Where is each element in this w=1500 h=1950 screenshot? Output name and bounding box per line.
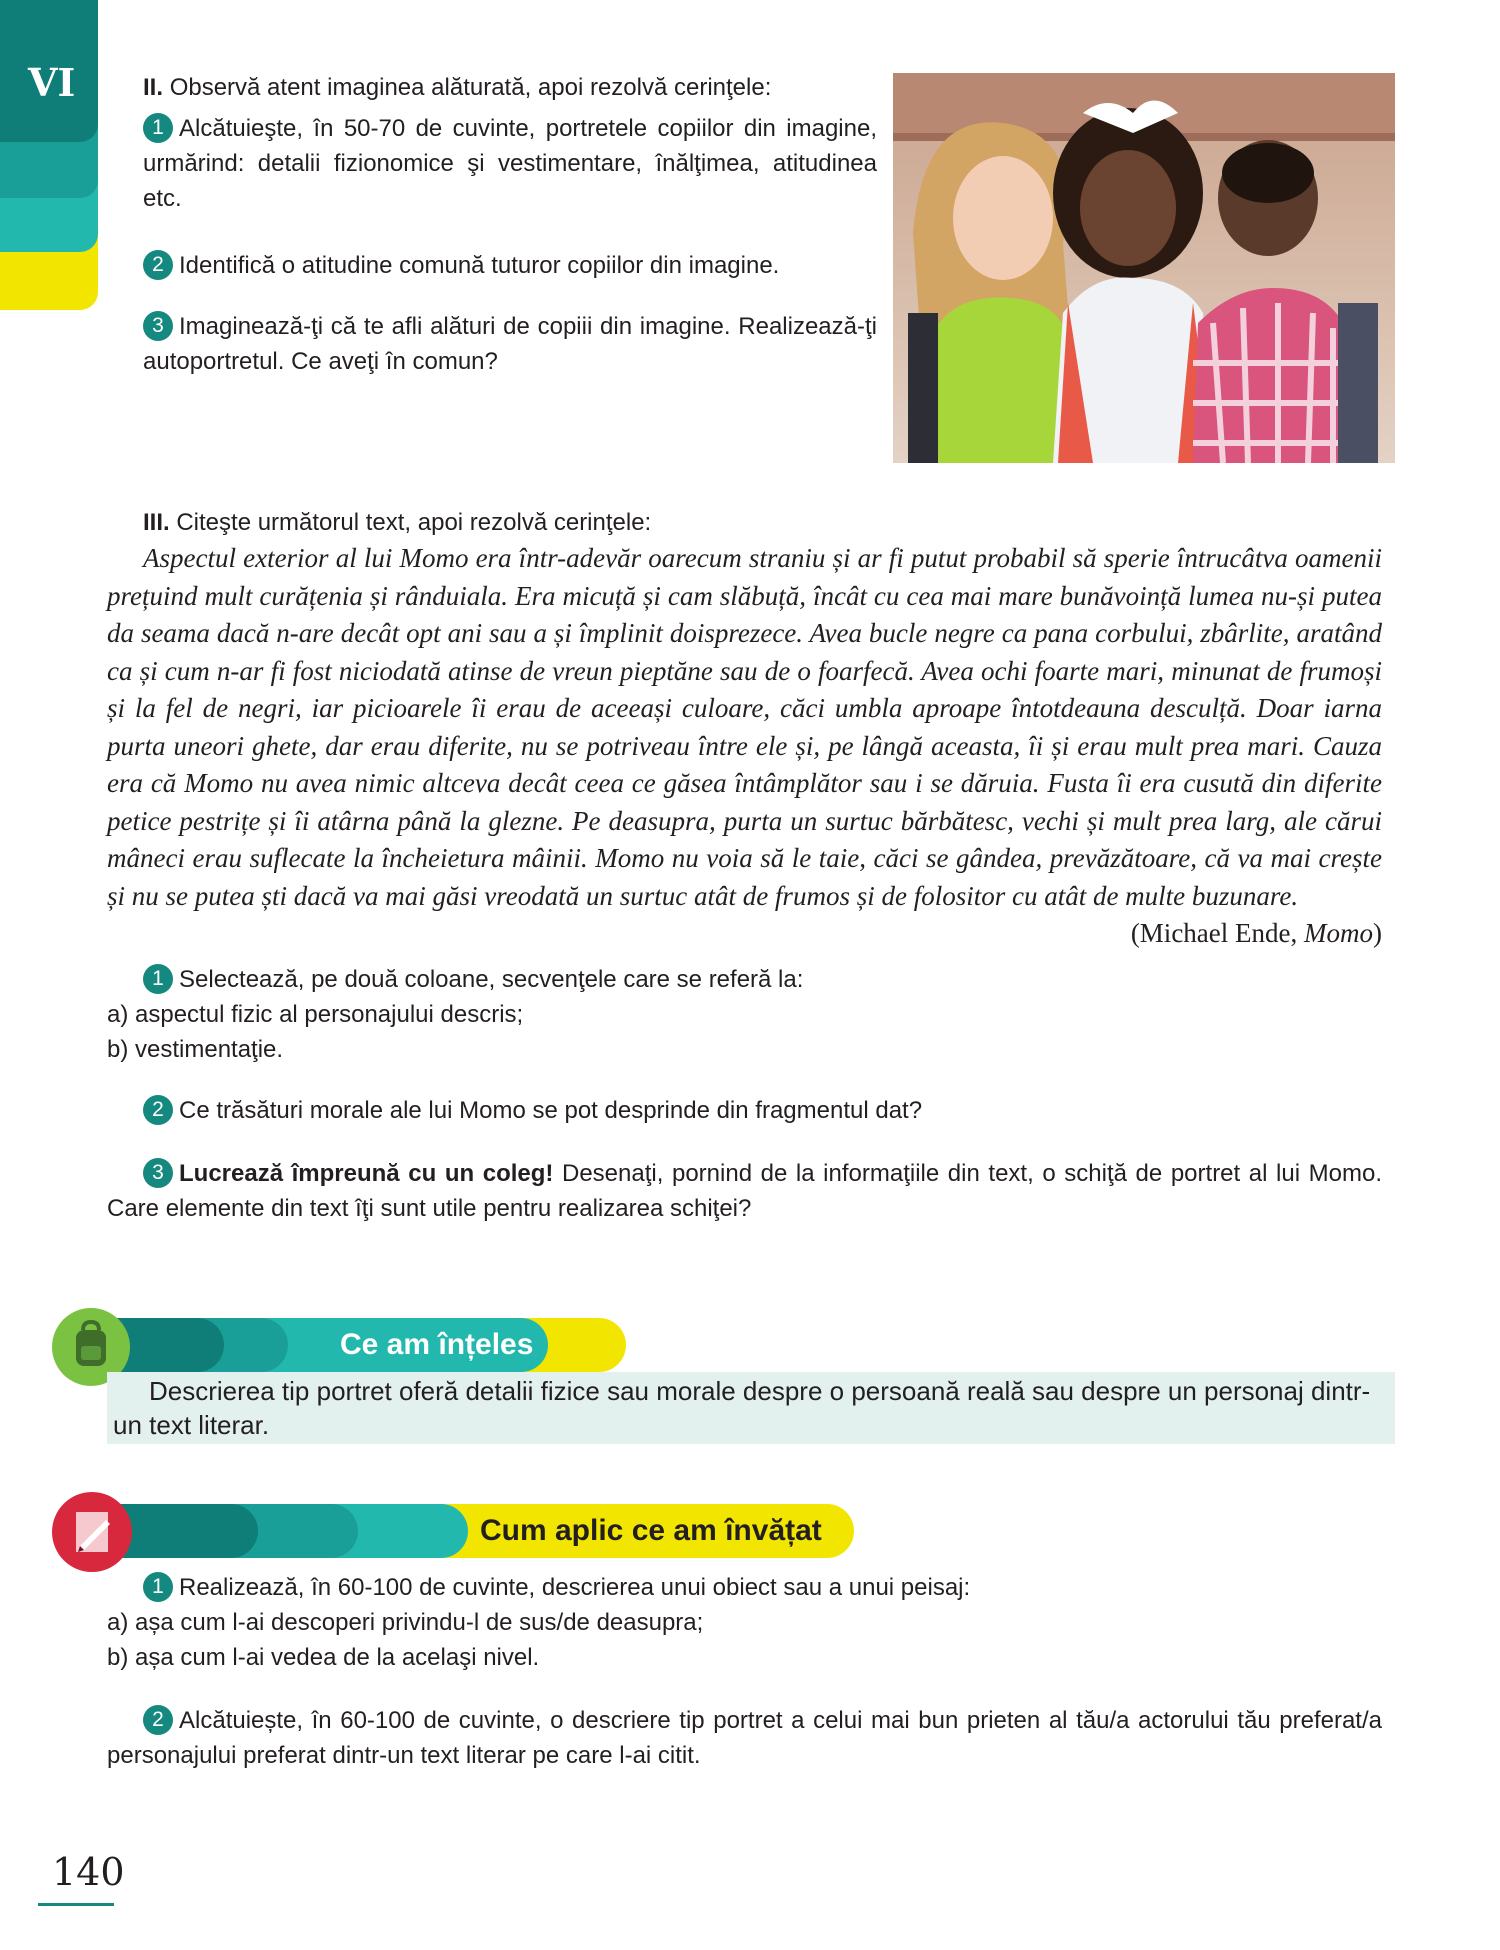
item-text: Ce trăsături morale ale lui Momo se pot desprinde din fragmentul dat? (179, 1097, 923, 1124)
chapter-tab (0, 0, 98, 310)
apply-title: Cum aplic ce am învățat (480, 1514, 822, 1547)
item-text: Realizează, în 60-100 de cuvinte, descrierea unui obiect sau a unui peisaj: (179, 1574, 971, 1601)
children-photo (893, 73, 1395, 463)
section-ii-item-1 (107, 111, 877, 216)
item-text: Identifică o atitudine comună tuturor copiilor din imagine. (179, 252, 780, 279)
apply-item-2 (107, 1703, 1382, 1773)
section-ii-number: II. (143, 74, 164, 101)
item-text: Imaginează-ţi că te afli alături de copiii din imagine. Realizează-ţi autoportretul. Ce aveţi în comun? (143, 313, 877, 375)
section-iii-heading-text: Citeşte următorul text, apoi rezolvă cerinţele: (176, 509, 652, 536)
section-ii-heading-text: Observă atent imaginea alăturată, apoi rezolvă cerinţele: (169, 74, 772, 101)
apply-item-1 (107, 1570, 1382, 1675)
page-number-underline (38, 1903, 114, 1906)
understood-title: Ce am înțeles (340, 1328, 534, 1361)
item-number-badge: 1 (143, 1572, 173, 1602)
item-number-badge: 2 (143, 1705, 173, 1735)
apply-section (107, 1570, 1382, 1773)
item-text: Alcătuiește, în 60-100 de cuvinte, o descriere tip portret a celui mai bun prieten al tău/a actorului tău preferat/a personajului preferat dintr-un text literar pe care l-ai citit. (107, 1707, 1382, 1769)
understood-banner (98, 1318, 628, 1372)
item-option-b: b) așa cum l-ai vedea de la acelaşi nivel. (107, 1644, 540, 1671)
item-option-a: a) așa cum l-ai descoperi privindu-l de sus/de deasupra; (107, 1609, 704, 1636)
section-iii-item-2 (107, 1093, 1382, 1128)
item-number-badge: 3 (143, 311, 173, 341)
item-option-b: b) vestimentaţie. (107, 1036, 284, 1063)
chapter-number: VI (28, 60, 76, 105)
item-number-badge: 3 (143, 1158, 173, 1188)
section-iii-item-1 (107, 962, 1382, 1067)
section-iii-number: III. (143, 509, 170, 536)
page-number: 140 (52, 1850, 125, 1894)
children-photo-illustration (893, 73, 1395, 463)
section-iii-item-3 (107, 1156, 1382, 1226)
understood-summary (107, 1372, 1395, 1444)
item-number-badge: 1 (143, 964, 173, 994)
section-ii (107, 70, 877, 379)
understood-text: Descrierea tip portret oferă detalii fizice sau morale despre o persoană reală sau despre un personaj dintr-un text literar. (113, 1376, 1371, 1440)
section-iii-heading (107, 505, 1382, 540)
citation-title: Momo (1304, 918, 1373, 948)
item-number-badge: 1 (143, 113, 173, 143)
item-option-a: a) aspectul fizic al personajului descris; (107, 1001, 524, 1028)
citation-close: ) (1373, 918, 1382, 948)
section-ii-item-3 (107, 309, 877, 379)
item-text: Desenaţi, pornind de la informaţiile din text, o schiţă de portret al lui Momo. Care elemente din text îţi sunt utile pentru realizarea schiţei? (107, 1160, 1382, 1222)
apply-banner (98, 1504, 858, 1558)
item-text: Alcătuieşte, în 50-70 de cuvinte, portretele copiilor din imagine, urmărind: detalii fizionomice şi vestimentare, înălţimea, atitudinea etc. (143, 115, 877, 212)
excerpt-citation (107, 915, 1382, 952)
item-text: Selectează, pe două coloane, secvenţele care se referă la: (179, 966, 804, 993)
section-ii-item-2 (107, 248, 877, 283)
section-ii-heading (107, 70, 877, 105)
item-number-badge: 2 (143, 250, 173, 280)
section-iii (107, 505, 1382, 1226)
momo-excerpt: Aspectul exterior al lui Momo era într-adevăr oarecum straniu și ar fi putut probabil să sperie întrucâtva oamenii prețuind mult curățenia și rânduiala. Era micuță și cam slăbuță, încât cu cea mai mare bunăvoință lumea nu-și putea da seama dacă n-are decât opt ani sau a și împlinit doisprezece. Avea bucle negre ca pana corbului, zbârlite, aratând ca și cum n-ar fi fost niciodată atinse de vreun pieptăne sau de o foarfecă. Avea ochi foarte mari, minunat de frumoși și la fel de negri, iar picioarele îi erau de aceeași culoare, căci umbla aproape întotdeauna desculță. Doar iarna purta uneori ghete, dar erau diferite, nu se potriveau între ele și, pe lângă aceasta, îi și erau mult prea mari. Cauza era că Momo nu avea nimic altceva decât ceea ce găsea întâmplător sau i se dăruia. Fusta îi era cusută din diferite petice pestrițe și îi atârna până la glezne. Pe deasupra, purta un surtuc bărbătesc, vechi și mult prea larg, ale cărui mâneci erau suflecate la încheietura mâinii. Momo nu voia să le taie, căci se gândea, prevăzătoare, că va mai crește și nu se putea ști dacă va mai găsi vreodată un surtuc atât de frumos și de folositor cu atât de multe buzunare. (107, 543, 1382, 911)
item-bold-text: Lucrează împreună cu un coleg! (179, 1160, 554, 1187)
citation-author: (Michael Ende, (1130, 918, 1304, 948)
pencil-paper-icon (52, 1492, 132, 1572)
item-number-badge: 2 (143, 1095, 173, 1125)
